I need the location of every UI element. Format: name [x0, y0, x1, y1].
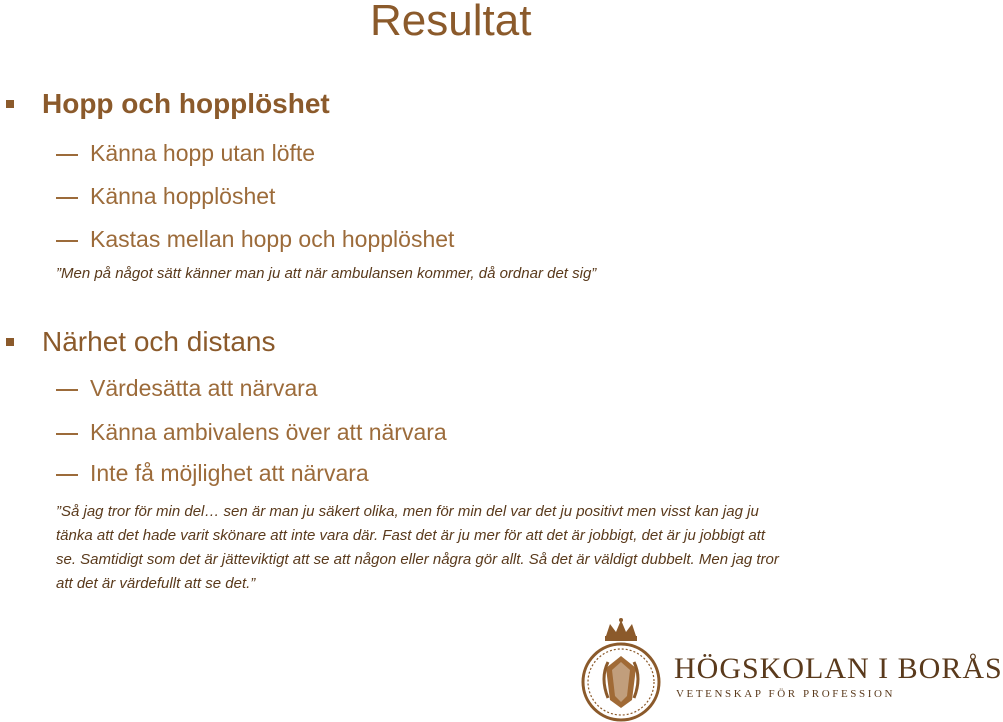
- quote-line: se. Samtidigt som det är jätteviktigt att se att någon eller några gör allt. Så det är väldigt dubbelt. Men jag tror: [56, 551, 779, 568]
- section-heading-hopp: Hopp och hopplöshet: [42, 88, 330, 119]
- list-item-label: Inte få möjlighet att närvara: [90, 460, 369, 486]
- slide-title: Resultat: [370, 0, 532, 45]
- dash-bullet-icon: [56, 389, 78, 391]
- logo-name: HÖGSKOLAN I BORÅS: [674, 652, 1003, 685]
- list-item-label: Kastas mellan hopp och hopplöshet: [90, 226, 455, 252]
- quote-hopp: ”Men på något sätt känner man ju att när ambulansen kommer, då ordnar det sig”: [56, 265, 597, 282]
- square-bullet-icon: [6, 100, 14, 108]
- dash-bullet-icon: [56, 154, 78, 156]
- dash-bullet-icon: [56, 474, 78, 476]
- dash-bullet-icon: [56, 433, 78, 435]
- dash-bullet-icon: [56, 197, 78, 199]
- quote-line: att det är värdefullt att se det.”: [56, 575, 256, 592]
- crown-seal-icon: [578, 618, 664, 722]
- list-item-label: Värdesätta att närvara: [90, 375, 318, 401]
- list-item-label: Känna hopp utan löfte: [90, 140, 316, 166]
- hogskolan-logo: [578, 618, 1003, 722]
- list-item-label: Känna hopplöshet: [90, 183, 276, 209]
- section-heading-narhet: Närhet och distans: [42, 326, 276, 357]
- square-bullet-icon: [6, 338, 14, 346]
- dash-bullet-icon: [56, 240, 78, 242]
- quote-line: tänka att det hade varit skönare att inte vara där. Fast det är ju mer för att det är jobbigt, det är ju jobbigt att: [56, 527, 765, 544]
- quote-line: ”Så jag tror för min del… sen är man ju säkert olika, men för min del var det ju positivt men visst kan jag ju: [56, 503, 759, 520]
- logo-tagline: VETENSKAP FÖR PROFESSION: [676, 688, 896, 700]
- list-item-label: Känna ambivalens över att närvara: [90, 419, 447, 445]
- quote-narhet: [56, 500, 779, 596]
